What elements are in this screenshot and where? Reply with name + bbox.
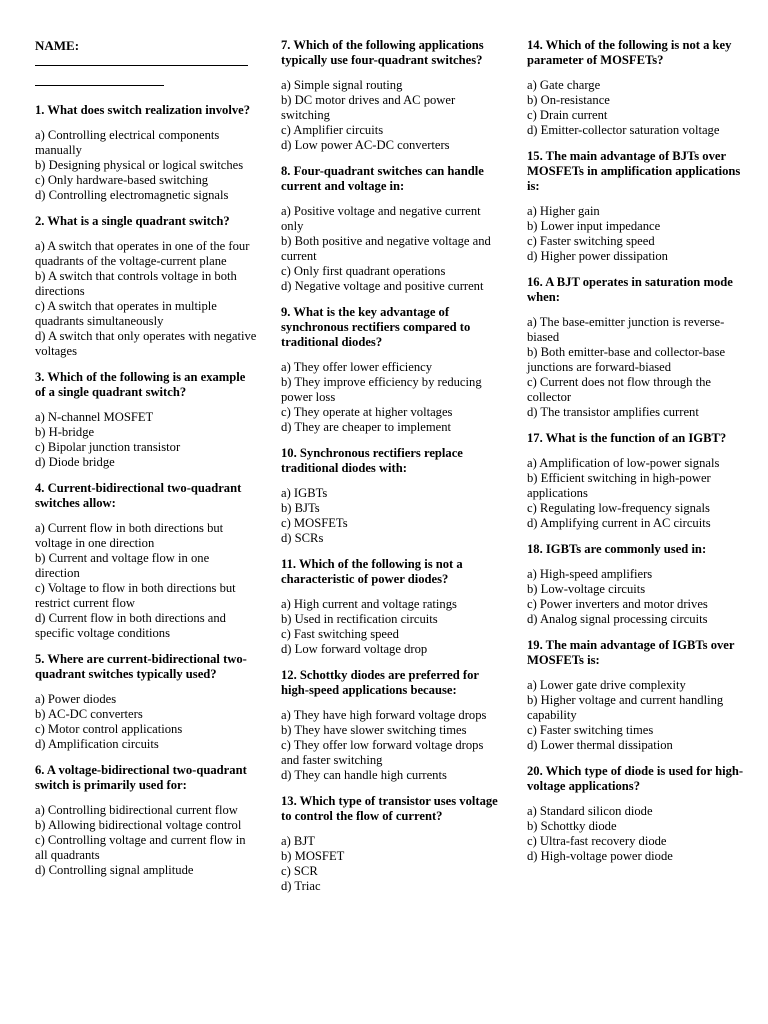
option-b: b) A switch that controls voltage in both directions — [35, 269, 237, 298]
option-b: b) Low-voltage circuits — [527, 582, 646, 596]
question-17 — [527, 431, 749, 531]
option-d: d) Low power AC-DC converters — [281, 138, 450, 152]
option-b: b) MOSFET — [281, 849, 345, 863]
question-8 — [281, 164, 503, 294]
option-a: a) Current flow in both directions but voltage in one direction — [35, 521, 224, 550]
option-b: b) DC motor drives and AC power switching — [281, 93, 456, 122]
question-title: 17. What is the function of an IGBT? — [527, 431, 727, 445]
option-d: d) Triac — [281, 879, 321, 893]
question-title: 6. A voltage-bidirectional two-quadrant switch is primarily used for: — [35, 763, 247, 792]
option-b: b) Allowing bidirectional voltage control — [35, 818, 242, 832]
option-d: d) Controlling electromagnetic signals — [35, 188, 229, 202]
option-c: c) Drain current — [527, 108, 608, 122]
option-a: a) Amplification of low-power signals — [527, 456, 720, 470]
option-c: c) Power inverters and motor drives — [527, 597, 708, 611]
question-3 — [35, 370, 257, 470]
question-title: 10. Synchronous rectifiers replace traditional diodes with: — [281, 446, 463, 475]
option-d: d) High-voltage power diode — [527, 849, 673, 863]
option-d: d) A switch that only operates with negative voltages — [35, 329, 257, 358]
column-2 — [281, 38, 503, 905]
option-c: c) Controlling voltage and current flow in all quadrants — [35, 833, 246, 862]
question-title: 2. What is a single quadrant switch? — [35, 214, 230, 228]
option-b: b) Current and voltage flow in one direction — [35, 551, 210, 580]
option-b: b) Both positive and negative voltage and current — [281, 234, 491, 263]
option-d: d) Low forward voltage drop — [281, 642, 428, 656]
question-9 — [281, 305, 503, 435]
option-b: b) H-bridge — [35, 425, 95, 439]
option-a: a) A switch that operates in one of the four quadrants of the voltage-current plane — [35, 239, 250, 268]
option-a: a) They have high forward voltage drops — [281, 708, 487, 722]
option-b: b) Both emitter-base and collector-base junctions are forward-biased — [527, 345, 726, 374]
question-title: 5. Where are current-bidirectional two-quadrant switches typically used? — [35, 652, 247, 681]
option-a: a) Controlling bidirectional current flow — [35, 803, 238, 817]
question-18 — [527, 542, 749, 627]
option-a: a) Controlling electrical components manually — [35, 128, 220, 157]
question-10 — [281, 446, 503, 546]
question-title: 9. What is the key advantage of synchronous rectifiers compared to traditional diodes? — [281, 305, 471, 349]
question-19 — [527, 638, 749, 753]
question-7 — [281, 38, 503, 153]
option-b: b) They have slower switching times — [281, 723, 467, 737]
question-title: 12. Schottky diodes are preferred for high-speed applications because: — [281, 668, 479, 697]
column-1 — [35, 38, 257, 889]
option-c: c) Amplifier circuits — [281, 123, 384, 137]
name-blank-line[interactable] — [35, 66, 164, 86]
option-c: c) A switch that operates in multiple quadrants simultaneously — [35, 299, 217, 328]
option-c: c) Regulating low-frequency signals — [527, 501, 710, 515]
option-c: c) Faster switching times — [527, 723, 654, 737]
question-title: 7. Which of the following applications typically use four-quadrant switches? — [281, 38, 484, 67]
option-c: c) Only first quadrant operations — [281, 264, 446, 278]
question-title: 13. Which type of transistor uses voltage to control the flow of current? — [281, 794, 498, 823]
question-12 — [281, 668, 503, 783]
option-a: a) Gate charge — [527, 78, 601, 92]
question-title: 14. Which of the following is not a key parameter of MOSFETs? — [527, 38, 732, 67]
option-a: a) They offer lower efficiency — [281, 360, 433, 374]
option-a: a) Positive voltage and negative current only — [281, 204, 481, 233]
option-a: a) Simple signal routing — [281, 78, 403, 92]
option-d: d) Current flow in both directions and specific voltage conditions — [35, 611, 226, 640]
question-title: 4. Current-bidirectional two-quadrant switches allow: — [35, 481, 242, 510]
option-b: b) BJTs — [281, 501, 320, 515]
name-field — [35, 38, 257, 86]
question-5 — [35, 652, 257, 752]
option-d: d) They are cheaper to implement — [281, 420, 452, 434]
option-c: c) Motor control applications — [35, 722, 183, 736]
question-1 — [35, 103, 257, 203]
question-title: 19. The main advantage of IGBTs over MOSFETs is: — [527, 638, 735, 667]
option-d: d) Amplifying current in AC circuits — [527, 516, 711, 530]
option-a: a) High-speed amplifiers — [527, 567, 653, 581]
option-d: d) The transistor amplifies current — [527, 405, 699, 419]
option-a: a) Power diodes — [35, 692, 117, 706]
option-d: d) Lower thermal dissipation — [527, 738, 673, 752]
question-11 — [281, 557, 503, 657]
option-b: b) They improve efficiency by reducing power loss — [281, 375, 482, 404]
name-label: NAME: — [35, 38, 80, 53]
option-c: c) Fast switching speed — [281, 627, 399, 641]
option-b: b) Used in rectification circuits — [281, 612, 438, 626]
option-a: a) Higher gain — [527, 204, 600, 218]
option-b: b) Efficient switching in high-power applications — [527, 471, 711, 500]
option-a: a) Standard silicon diode — [527, 804, 653, 818]
question-title: 20. Which type of diode is used for high-voltage applications? — [527, 764, 744, 793]
option-c: c) Faster switching speed — [527, 234, 655, 248]
question-title: 8. Four-quadrant switches can handle current and voltage in: — [281, 164, 484, 193]
option-b: b) On-resistance — [527, 93, 610, 107]
option-d: d) Negative voltage and positive current — [281, 279, 484, 293]
option-d: d) Controlling signal amplitude — [35, 863, 194, 877]
option-b: b) Designing physical or logical switches — [35, 158, 244, 172]
option-a: a) BJT — [281, 834, 315, 848]
question-14 — [527, 38, 749, 138]
question-2 — [35, 214, 257, 359]
option-b: b) Schottky diode — [527, 819, 617, 833]
question-20 — [527, 764, 749, 864]
option-b: b) Higher voltage and current handling capability — [527, 693, 724, 722]
option-a: a) IGBTs — [281, 486, 328, 500]
option-c: c) Voltage to flow in both directions but restrict current flow — [35, 581, 236, 610]
option-c: c) They offer low forward voltage drops and faster switching — [281, 738, 484, 767]
question-title: 15. The main advantage of BJTs over MOSFETs in amplification applications is: — [527, 149, 741, 193]
option-c: c) Ultra-fast recovery diode — [527, 834, 667, 848]
option-d: d) Diode bridge — [35, 455, 115, 469]
option-d: d) SCRs — [281, 531, 324, 545]
option-b: b) Lower input impedance — [527, 219, 661, 233]
option-c: c) Bipolar junction transistor — [35, 440, 181, 454]
question-title: 16. A BJT operates in saturation mode when: — [527, 275, 733, 304]
column-3 — [527, 38, 749, 875]
option-a: a) High current and voltage ratings — [281, 597, 457, 611]
option-c: c) MOSFETs — [281, 516, 348, 530]
option-a: a) Lower gate drive complexity — [527, 678, 686, 692]
question-title: 3. Which of the following is an example of a single quadrant switch? — [35, 370, 246, 399]
question-title: 1. What does switch realization involve? — [35, 103, 251, 117]
question-13 — [281, 794, 503, 894]
question-title: 18. IGBTs are commonly used in: — [527, 542, 707, 556]
question-15 — [527, 149, 749, 264]
option-d: d) Analog signal processing circuits — [527, 612, 708, 626]
option-d: d) Amplification circuits — [35, 737, 159, 751]
option-c: c) They operate at higher voltages — [281, 405, 453, 419]
option-a: a) N-channel MOSFET — [35, 410, 154, 424]
option-b: b) AC-DC converters — [35, 707, 143, 721]
option-d: d) They can handle high currents — [281, 768, 447, 782]
option-d: d) Higher power dissipation — [527, 249, 668, 263]
question-title: 11. Which of the following is not a characteristic of power diodes? — [281, 557, 463, 586]
name-blank-line[interactable] — [35, 53, 248, 66]
question-4 — [35, 481, 257, 641]
option-c: c) Only hardware-based switching — [35, 173, 209, 187]
option-c: c) Current does not flow through the collector — [527, 375, 711, 404]
option-d: d) Emitter-collector saturation voltage — [527, 123, 720, 137]
option-c: c) SCR — [281, 864, 318, 878]
option-a: a) The base-emitter junction is reverse-biased — [527, 315, 725, 344]
question-16 — [527, 275, 749, 420]
question-6 — [35, 763, 257, 878]
